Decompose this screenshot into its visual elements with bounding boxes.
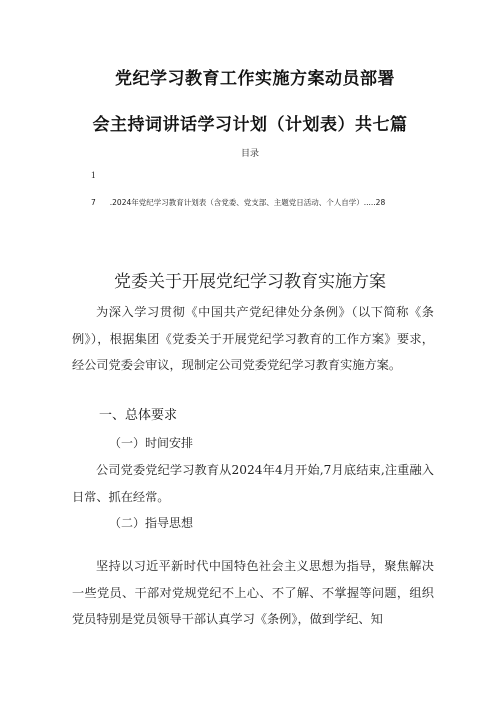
heading-overall-requirements: 一、总体要求 bbox=[99, 408, 178, 423]
subheading-guiding-ideology: （二）指导思想 bbox=[109, 516, 194, 530]
toc-entry-1-number: 1 bbox=[91, 170, 96, 180]
toc-heading: 目录 bbox=[240, 149, 259, 159]
guiding-ideology-paragraph: 坚持以习近平新时代中国特色社会主义思想为指导，聚焦解决一些党员、干部对党规党纪不上心、不了解、不掌握等问题，组织党员特别是党员领导干部认真学习《条例》，做到学纪、知 bbox=[72, 559, 434, 626]
intro-paragraph: 为深入学习贯彻《中国共产党纪律处分条例》（以下简称《条例》），根据集团《党委关于开展党纪学习教育的工作方案》要求，经公司党委会审议，现制定公司党委党纪学习教育实施方案。 bbox=[72, 305, 434, 372]
document-title-line-1: 党纪学习教育工作实施方案动员部署 bbox=[115, 69, 395, 89]
subheading-schedule: （一）时间安排 bbox=[109, 436, 194, 450]
toc-entry-2-text: .2024年党纪学习教育计划表（含党委、党支部、主题党日活动、个人自学）.....28 bbox=[109, 198, 386, 207]
toc-entry-2-number: 7 bbox=[91, 198, 96, 207]
schedule-paragraph: 公司党委党纪学习教育从2024年4月开始,7月底结束,注重融入日常、抓在经常。 bbox=[72, 463, 434, 504]
document-title-line-2: 会主持词讲话学习计划（计划表）共七篇 bbox=[92, 115, 408, 135]
toc-entry-2[interactable] bbox=[91, 197, 385, 208]
section-title: 党委关于开展党纪学习教育实施方案 bbox=[114, 272, 386, 292]
